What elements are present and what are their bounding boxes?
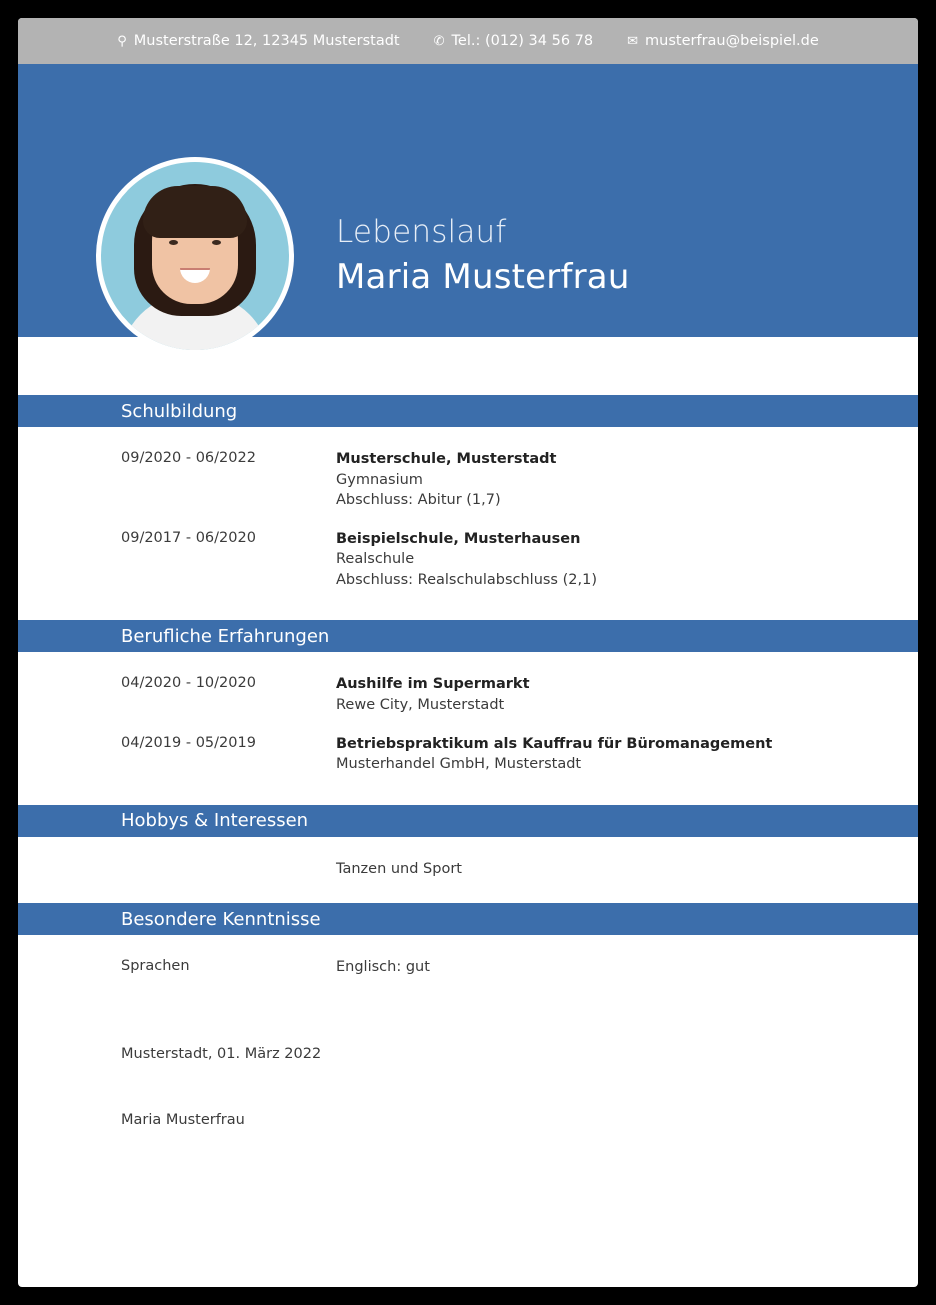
section-body-besondere-kenntnisse [18, 935, 918, 994]
entry-period: 04/2019 - 05/2019 [121, 734, 256, 751]
list-item [18, 859, 918, 880]
entry-details [336, 957, 858, 978]
entry-details [336, 449, 858, 511]
section-title-hobbys-interessen: Hobbys & Interessen [18, 805, 918, 837]
contact-email[interactable] [627, 33, 819, 49]
contact-bar [18, 18, 918, 64]
section-title-schulbildung: Schulbildung [18, 395, 918, 427]
signature-name: Maria Musterfrau [121, 1111, 245, 1128]
resume-header [18, 64, 918, 337]
entry-details [336, 859, 858, 880]
entry-title: Aushilfe im Supermarkt [336, 676, 530, 693]
entry-title: Betriebspraktikum als Kauffrau für Büromanagement [336, 735, 773, 752]
entry-line: Englisch: gut [336, 959, 430, 976]
list-item [18, 674, 918, 715]
section-gap [18, 791, 918, 805]
entry-period: 09/2020 - 06/2022 [121, 450, 256, 466]
entry-period [121, 859, 336, 880]
phone-icon: ✆ [433, 33, 445, 49]
entry-line: Realschule [336, 551, 415, 568]
entry-details [336, 529, 858, 591]
entry-line: Abschluss: Realschulabschluss (2,1) [336, 571, 597, 588]
header-titles [336, 214, 630, 297]
page-title: Maria Musterfrau [336, 257, 630, 297]
list-item [18, 449, 918, 511]
entry-line: Rewe City, Musterstadt [336, 697, 505, 714]
section-body-schulbildung [18, 427, 918, 606]
contact-email-text: musterfrau@beispiel.de [645, 33, 819, 49]
portrait-photo [101, 162, 289, 350]
section-gap [18, 606, 918, 620]
entry-details [336, 734, 858, 775]
section-body-hobbys-interessen [18, 837, 918, 896]
list-item [18, 957, 918, 978]
avatar [96, 157, 294, 355]
list-item [18, 734, 918, 775]
entry-title: Beispielschule, Musterhausen [336, 530, 581, 547]
contact-phone [434, 33, 594, 49]
document-type: Lebenslauf [336, 214, 507, 250]
location-pin-icon: ⚲ [117, 33, 127, 49]
list-item [18, 529, 918, 591]
place-and-date: Musterstadt, 01. März 2022 [121, 1045, 322, 1062]
section-title-besondere-kenntnisse: Besondere Kenntnisse [18, 903, 918, 935]
section-body-berufliche-erfahrungen [18, 652, 918, 790]
envelope-icon: ✉ [627, 33, 639, 49]
contact-phone-text: Tel.: (012) 34 56 78 [451, 33, 594, 49]
entry-line: Musterhandel GmbH, Musterstadt [336, 756, 582, 773]
section-title-berufliche-erfahrungen: Berufliche Erfahrungen [18, 620, 918, 652]
entry-period: Sprachen [121, 958, 190, 975]
entry-details [336, 674, 858, 715]
section-gap [18, 895, 918, 903]
contact-address-text: Musterstraße 12, 12345 Musterstadt [133, 33, 400, 49]
entry-line: Gymnasium [336, 471, 423, 488]
entry-line: Abschluss: Abitur (1,7) [336, 492, 501, 509]
entry-period: 09/2017 - 06/2020 [121, 529, 256, 546]
entry-period: 04/2020 - 10/2020 [121, 675, 256, 692]
resume-page [18, 18, 918, 1287]
entry-title: Musterschule, Musterstadt [336, 451, 557, 467]
contact-address [117, 33, 399, 49]
entry-line: Tanzen und Sport [336, 860, 462, 877]
closing-block [18, 994, 918, 1128]
